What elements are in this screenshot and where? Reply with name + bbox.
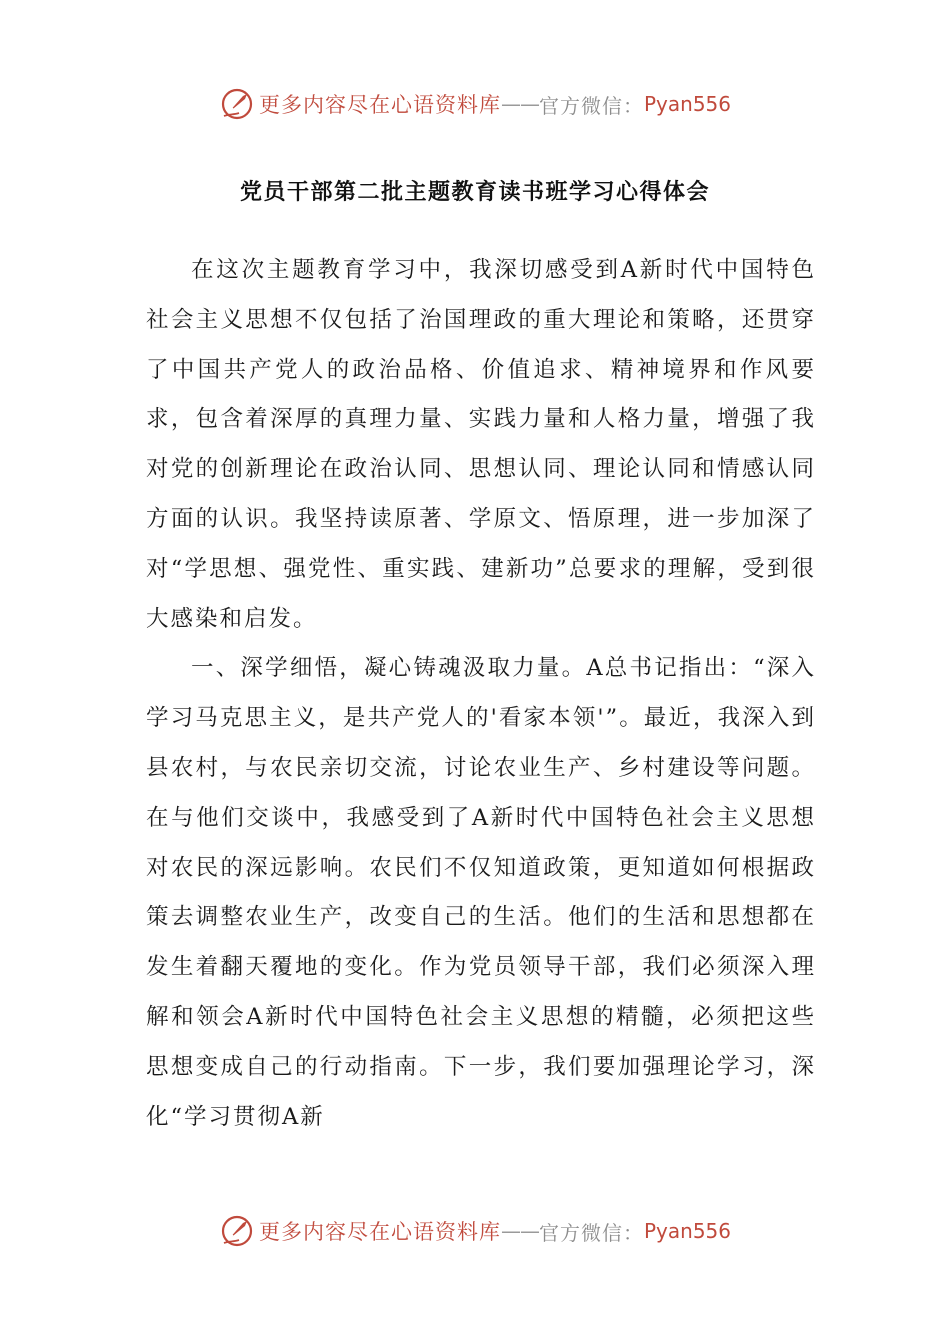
banner-wechat-id: Pyan556 (643, 1219, 731, 1243)
banner-wechat-label: 官方微信： (538, 93, 644, 118)
banner-brand-text: 更多内容尽在心语资料库 (258, 1220, 501, 1244)
banner-wechat-id: Pyan556 (643, 92, 731, 116)
quill-logo-icon (219, 86, 255, 122)
body-paragraph: 在这次主题教育学习中，我深切感受到A新时代中国特色社会主义思想不仅包括了治国理政的重大理论和策略，还贯穿了中国共产党人的政治品格、价值追求、精神境界和作风要求，包含着深厚的真理力量、实践力量和人格力量，增强了我对党的创新理论在政治认同、思想认同、理论认同和情感认同方面的认识。我坚持读原著、学原文、悟原理，进一步加深了对“学思想、强党性、重实践、建新功”总要求的理解，受到很大感染和启发。 (146, 257, 816, 632)
banner-brand-text: 更多内容尽在心语资料库 (258, 93, 501, 117)
document-title: 党员干部第二批主题教育读书班学习心得体会 (239, 179, 710, 205)
document-body (146, 246, 816, 1142)
quill-logo-icon (219, 1213, 255, 1249)
banner-wechat-label: 官方微信： (538, 1220, 644, 1245)
header-banner (0, 84, 950, 124)
footer-banner (0, 1211, 950, 1251)
banner-separator: —— (500, 1219, 539, 1243)
body-paragraph: 一、深学细悟，凝心铸魂汲取力量。A总书记指出：“深入学习马克思主义，是共产党人的'看家本领'”。最近，我深入到县农村，与农民亲切交流，讨论农业生产、乡村建设等问题。在与他们交谈中，我感受到了A新时代中国特色社会主义思想对农民的深远影响。农民们不仅知道政策，更知道如何根据政策去调整农业生产，改变自己的生活。他们的生活和思想都在发生着翻天覆地的变化。作为党员领导干部，我们必须深入理解和领会A新时代中国特色社会主义思想的精髓，必须把这些思想变成自己的行动指南。下一步，我们要加强理论学习，深化“学习贯彻A新 (146, 655, 816, 1130)
banner-separator: —— (500, 92, 539, 116)
